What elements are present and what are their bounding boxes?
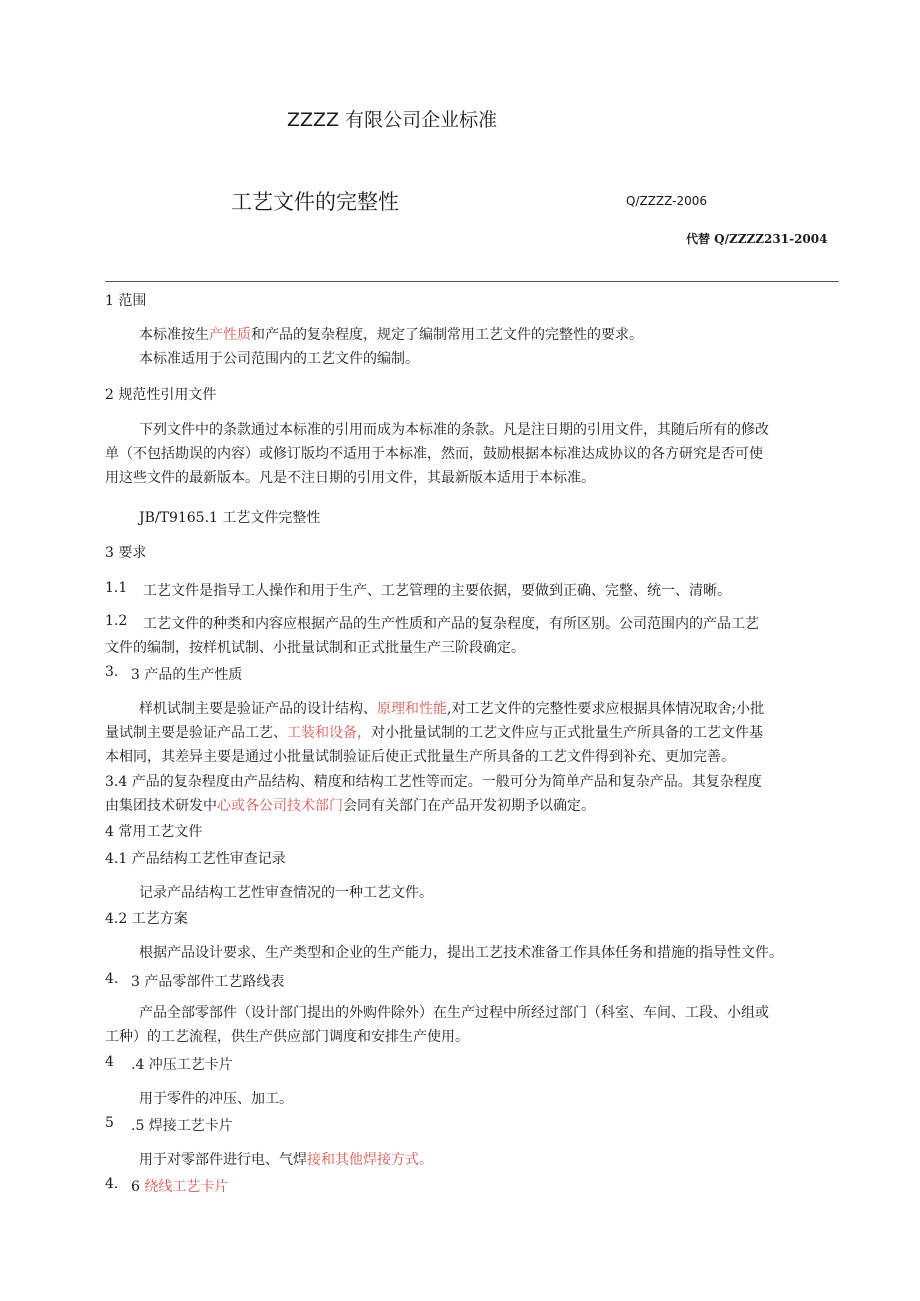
clause-1-2-text-line-1: 工艺文件的种类和内容应根据产品的生产性质和产品的复杂程度，有所区别。公司范围内的产品工艺 — [143, 616, 759, 632]
clause-3-3-number: 3. — [105, 664, 119, 680]
clause-1-2-number: 1.2 — [105, 613, 128, 629]
document-title: 工艺文件的完整性 — [231, 190, 399, 214]
section-4-heading: 4 常用工艺文件 — [105, 824, 203, 840]
clause-4-3-line-1: 产品全部零部件（设计部门提出的外购件除外）在生产过程中所经过部门（科室、车间、工段、小组或 — [139, 1005, 769, 1021]
clause-4-1-title: 4.1 产品结构工艺性审查记录 — [105, 851, 286, 867]
document-number: Q/ZZZZ-2006 — [626, 194, 708, 208]
clause-1-1-number: 1.1 — [105, 580, 128, 596]
normative-reference: JB/T9165.1 工艺文件完整性 — [139, 510, 321, 526]
clause-4-3-title: 3 产品零部件工艺路线表 — [131, 974, 285, 990]
clause-4-5-number: 5 — [105, 1115, 114, 1131]
section-1-paragraph-2: 本标准适用于公司范围内的工艺文件的编制。 — [139, 351, 419, 367]
section-1-paragraph-1: 本标准按生产性质和产品的复杂程度，规定了编制常用工艺文件的完整性的要求。 — [139, 327, 643, 343]
section-2-heading: 2 规范性引用文件 — [105, 387, 217, 403]
clause-4-5-text: 用于对零部件进行电、气焊接和其他焊接方式。 — [139, 1152, 433, 1168]
section-1-heading: 1 范围 — [105, 293, 147, 309]
clause-4-3-line-2: 工种）的工艺流程，供生产供应部门调度和安排生产使用。 — [105, 1029, 469, 1045]
replaces-number: 代替 Q/ZZZZ231-2004 — [686, 232, 828, 246]
clause-4-1-text: 记录产品结构工艺性审查情况的一种工艺文件。 — [139, 885, 433, 901]
company-standard-heading: ZZZZ 有限公司企业标准 — [287, 109, 498, 131]
section-2-paragraph-line-1: 下列文件中的条款通过本标准的引用而成为本标准的条款。凡是注日期的引用文件，其随后所有的修改 — [139, 422, 769, 438]
clause-3-4-line-1: 3.4 产品的复杂程度由产品结构、精度和结构工艺性等而定。一般可分为简单产品和复杂产品。其复杂程度 — [105, 774, 762, 790]
clause-4-4-text: 用于零件的冲压、加工。 — [139, 1091, 293, 1107]
clause-3-4-line-2: 由集团技术研发中心或各公司技术部门会同有关部门在产品开发初期予以确定。 — [105, 798, 595, 814]
section-3-heading: 3 要求 — [105, 545, 147, 561]
clause-4-6-number: 4. — [105, 1176, 119, 1192]
clause-4-5-title: .5 焊接工艺卡片 — [131, 1118, 233, 1134]
clause-1-1-text: 工艺文件是指导工人操作和用于生产、工艺管理的主要依据，要做到正确、完整、统一、清晰。 — [143, 583, 731, 599]
section-2-paragraph-line-2: 单（不包括勘误的内容）或修订版均不适用于本标准，然而，鼓励根据本标准达成协议的各方研究是否可使 — [105, 446, 763, 462]
header-divider — [105, 281, 839, 282]
clause-3-3-line-1: 样机试制主要是验证产品的设计结构、原理和性能,对工艺文件的完整性要求应根据具体情况取舍;小批 — [139, 701, 765, 717]
clause-3-3-line-3: 本相同，其差异主要是通过小批量试制验证后使正式批量生产所具备的工艺文件得到补充、更加完善。 — [105, 749, 735, 765]
clause-3-3-title: 3 产品的生产性质 — [131, 667, 243, 683]
clause-1-2-text-line-2: 文件的编制，按样机试制、小批量试制和正式批量生产三阶段确定。 — [105, 640, 525, 656]
clause-4-4-title: .4 冲压工艺卡片 — [131, 1057, 233, 1073]
clause-3-3-line-2: 量试制主要是验证产品工艺、工装和设备，对小批量试制的工艺文件应与正式批量生产所具备的工艺文件基 — [105, 725, 763, 741]
clause-4-2-text: 根据产品设计要求、生产类型和企业的生产能力，提出工艺技术准备工作具体任务和措施的指导性文件。 — [139, 945, 783, 961]
section-2-paragraph-line-3: 用这些文件的最新版本。凡是不注日期的引用文件，其最新版本适用于本标准。 — [105, 470, 595, 486]
clause-4-2-title: 4.2 工艺方案 — [105, 911, 188, 927]
clause-4-4-number: 4 — [105, 1054, 114, 1070]
clause-4-3-number: 4. — [105, 971, 119, 987]
clause-4-6-title: 6 绕线工艺卡片 — [131, 1179, 229, 1195]
